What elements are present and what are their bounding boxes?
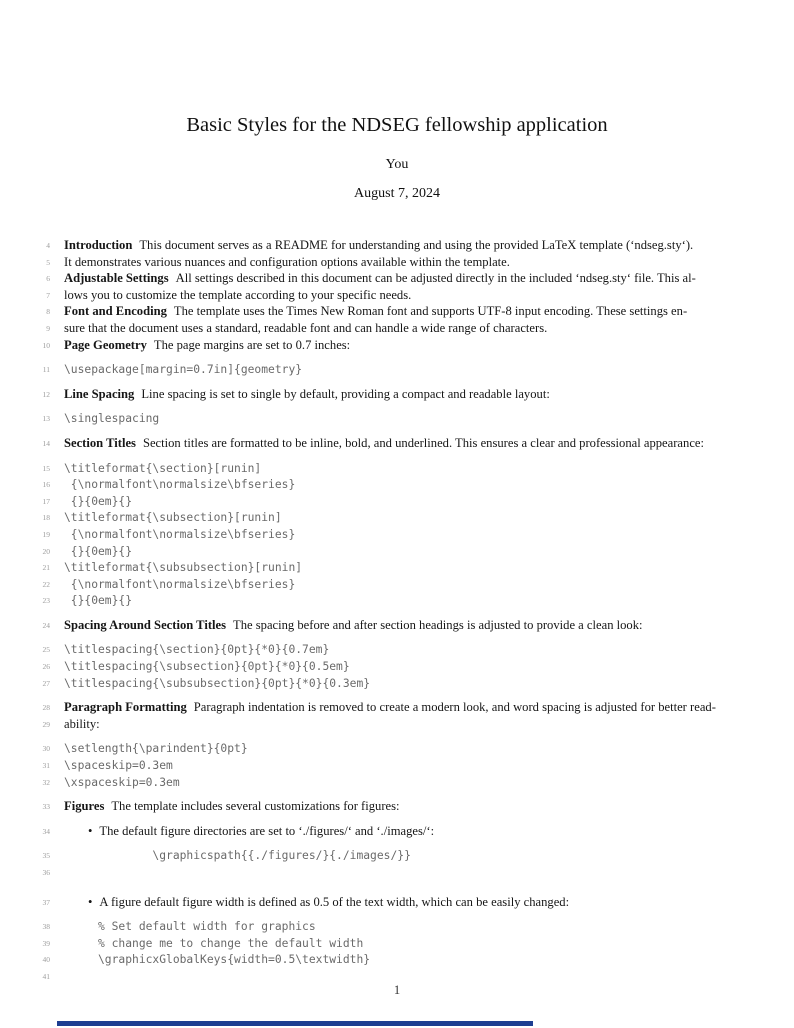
doc-line (0, 935, 794, 952)
line-number: 31 (42, 761, 50, 771)
doc-line (0, 798, 794, 815)
line-text: {\normalfont\normalsize\bfseries} (64, 577, 296, 591)
line-text: The default figure directories are set to ‘./figures/‘ and ‘./images/‘: (99, 823, 435, 838)
section-runin-heading: Spacing Around Section Titles (64, 617, 227, 632)
doc-line (0, 716, 794, 733)
code-line (64, 495, 132, 508)
doc-line (0, 435, 794, 452)
doc-line (0, 641, 794, 658)
doc-line (0, 270, 794, 287)
line-number: 5 (46, 257, 50, 267)
doc-line (0, 864, 794, 880)
line-number: 36 (42, 868, 50, 877)
line-number: 18 (42, 513, 50, 523)
code-line (64, 849, 411, 862)
doc-line (0, 337, 794, 354)
code-line (64, 643, 329, 656)
line-text: {\normalfont\normalsize\bfseries} (64, 527, 296, 541)
code-line (64, 561, 302, 574)
section-runin-heading: Paragraph Formatting (64, 700, 187, 715)
doc-line (0, 823, 794, 840)
line-number: 11 (42, 365, 50, 375)
line-text: The template uses the Times New Roman font and supports UTF-8 input encoding. These settings en- (173, 304, 688, 319)
line-text: Line spacing is set to single by default, providing a compact and readable layout: (141, 386, 550, 401)
doc-line (0, 894, 794, 911)
paragraph-line (64, 255, 510, 269)
line-number: 16 (42, 480, 50, 490)
code-line (64, 528, 295, 541)
section-runin-heading: Page Geometry (64, 337, 147, 352)
doc-line (0, 543, 794, 560)
line-text: \xspaceskip=0.3em (64, 775, 180, 789)
line-text: \titleformat{\section}[runin] (64, 461, 262, 475)
doc-line (0, 320, 794, 337)
line-number: 22 (42, 579, 50, 589)
paragraph-line (64, 304, 687, 318)
doc-line (0, 460, 794, 477)
doc-line (0, 559, 794, 576)
line-number: 27 (42, 678, 50, 688)
code-line (64, 594, 132, 607)
line-number: 10 (42, 340, 50, 350)
line-text: Paragraph indentation is removed to create a modern look, and word spacing is adjusted for better read- (193, 700, 716, 715)
doc-line (0, 675, 794, 692)
doc-line (0, 509, 794, 526)
section-runin-heading: Section Titles (64, 435, 136, 450)
document-date: August 7, 2024 (354, 186, 440, 201)
doc-line (0, 658, 794, 675)
bullet-item (64, 824, 434, 840)
section-runin-heading: Line Spacing (64, 386, 135, 401)
doc-line (0, 576, 794, 593)
doc-line (0, 476, 794, 493)
code-line (64, 578, 295, 591)
line-number: 24 (42, 620, 50, 630)
line-text: \titlespacing{\section}{0pt}{*0}{0.7em} (64, 643, 330, 657)
line-text: \titleformat{\subsubsection}[runin] (64, 561, 303, 575)
paragraph-line (64, 271, 696, 285)
paragraph-line (64, 436, 704, 450)
line-text: % change me to change the default width (64, 936, 364, 950)
doc-line (0, 740, 794, 757)
document-body (0, 237, 794, 984)
bottom-accent-bar (57, 1021, 533, 1026)
doc-line (0, 526, 794, 543)
code-line (64, 920, 316, 933)
paragraph-line (64, 717, 100, 731)
code-line (64, 363, 302, 376)
paragraph-line (64, 700, 716, 714)
line-number: 19 (42, 529, 50, 539)
line-number: 30 (42, 744, 50, 754)
line-text: {}{0em}{} (64, 494, 133, 508)
line-text: The template includes several customizations for figures: (111, 799, 400, 814)
doc-line (0, 237, 794, 254)
line-number: 29 (42, 719, 50, 729)
line-text: \titleformat{\subsection}[runin] (64, 511, 282, 525)
doc-line (0, 951, 794, 968)
line-number: 13 (42, 414, 50, 424)
doc-line (0, 361, 794, 378)
paragraph-line (64, 238, 693, 252)
line-number: 4 (46, 241, 50, 250)
line-number: 37 (42, 897, 50, 907)
doc-line (0, 410, 794, 427)
doc-line (0, 303, 794, 320)
line-number: 14 (42, 438, 50, 448)
code-line (64, 677, 370, 690)
code-line (64, 478, 295, 491)
line-number: 17 (42, 496, 50, 506)
line-text: {}{0em}{} (64, 594, 133, 608)
code-line (64, 412, 159, 425)
line-number: 21 (42, 563, 50, 573)
line-text: It demonstrates various nuances and configuration options available within the template. (64, 254, 510, 269)
paragraph-line (64, 618, 643, 632)
section-runin-heading: Introduction (64, 238, 133, 252)
line-text: \setlength{\parindent}{0pt} (64, 742, 248, 756)
bullet-icon: • (88, 823, 93, 838)
code-line (64, 660, 350, 673)
document-author: You (385, 157, 409, 172)
line-text: % Set default width for graphics (64, 920, 316, 934)
line-text: {\normalfont\normalsize\bfseries} (64, 478, 296, 492)
section-runin-heading: Font and Encoding (64, 304, 167, 319)
doc-line (0, 287, 794, 304)
paragraph-line (64, 387, 550, 401)
line-number: 15 (42, 463, 50, 473)
paragraph-line (64, 799, 400, 813)
line-text: ability: (64, 716, 100, 731)
line-text: \graphicxGlobalKeys{width=0.5\textwidth} (64, 953, 371, 967)
doc-line (0, 847, 794, 864)
doc-line (0, 968, 794, 984)
line-number: 34 (42, 826, 50, 836)
line-number: 20 (42, 546, 50, 556)
code-line (64, 545, 132, 558)
line-text: The page margins are set to 0.7 inches: (153, 337, 351, 352)
code-line (64, 462, 261, 475)
line-text: \graphicspath{{./figures/}{./images/}} (64, 849, 411, 863)
line-text: lows you to customize the template according to your specific needs. (64, 287, 412, 302)
line-text: This document serves as a README for understanding and using the provided LaTeX template (‘ndseg.sty‘). (139, 238, 694, 252)
line-number: 41 (42, 971, 50, 981)
line-number: 6 (46, 274, 50, 284)
line-text: \titlespacing{\subsection}{0pt}{*0}{0.5em} (64, 660, 350, 674)
line-text: All settings described in this document can be adjusted directly in the included ‘ndseg.sty‘ file. This al- (175, 271, 696, 286)
line-text: \singlespacing (64, 412, 160, 426)
line-text: sure that the document uses a standard, readable font and can handle a wide range of characters. (64, 320, 548, 335)
line-number: 33 (42, 802, 50, 812)
doc-line (0, 918, 794, 935)
line-number: 26 (42, 662, 50, 672)
bullet-item (64, 895, 569, 911)
code-line (64, 937, 363, 950)
line-text: \usepackage[margin=0.7in]{geometry} (64, 363, 303, 377)
section-runin-heading: Figures (64, 799, 105, 814)
doc-line (0, 699, 794, 716)
doc-line (0, 592, 794, 609)
doc-line (0, 493, 794, 510)
line-text: A figure default figure width is defined as 0.5 of the text width, which can be easily changed: (99, 894, 570, 909)
code-line (64, 759, 173, 772)
line-number: 38 (42, 922, 50, 932)
doc-line (0, 757, 794, 774)
doc-line (0, 386, 794, 403)
code-line (64, 511, 282, 524)
code-line (64, 742, 248, 755)
bullet-icon: • (88, 894, 93, 909)
line-number: 35 (42, 851, 50, 861)
paragraph-line (64, 338, 350, 352)
line-number: 40 (42, 955, 50, 965)
line-number: 39 (42, 938, 50, 948)
line-text: Section titles are formatted to be inline, bold, and underlined. This ensures a clear and professional appearance: (142, 435, 704, 450)
page-number: 1 (393, 983, 401, 997)
line-number: 9 (46, 323, 50, 333)
line-number: 28 (42, 703, 50, 713)
doc-line (0, 774, 794, 791)
doc-line (0, 254, 794, 271)
line-number: 8 (46, 307, 50, 317)
line-text: \spaceskip=0.3em (64, 759, 173, 773)
line-number: 25 (42, 645, 50, 655)
line-number: 32 (42, 777, 50, 787)
line-text: The spacing before and after section headings is adjusted to provide a clean look: (233, 617, 643, 632)
paragraph-line (64, 321, 547, 335)
code-line (64, 776, 180, 789)
paragraph-line (64, 288, 411, 302)
line-number: 7 (46, 290, 50, 300)
section-runin-heading: Adjustable Settings (64, 271, 169, 286)
code-line (64, 953, 370, 966)
line-number: 12 (42, 389, 50, 399)
doc-line (0, 617, 794, 634)
line-text: \titlespacing{\subsubsection}{0pt}{*0}{0.3em} (64, 676, 371, 690)
line-number: 23 (42, 596, 50, 606)
document-title: Basic Styles for the NDSEG fellowship application (186, 114, 608, 136)
line-text: {}{0em}{} (64, 544, 133, 558)
